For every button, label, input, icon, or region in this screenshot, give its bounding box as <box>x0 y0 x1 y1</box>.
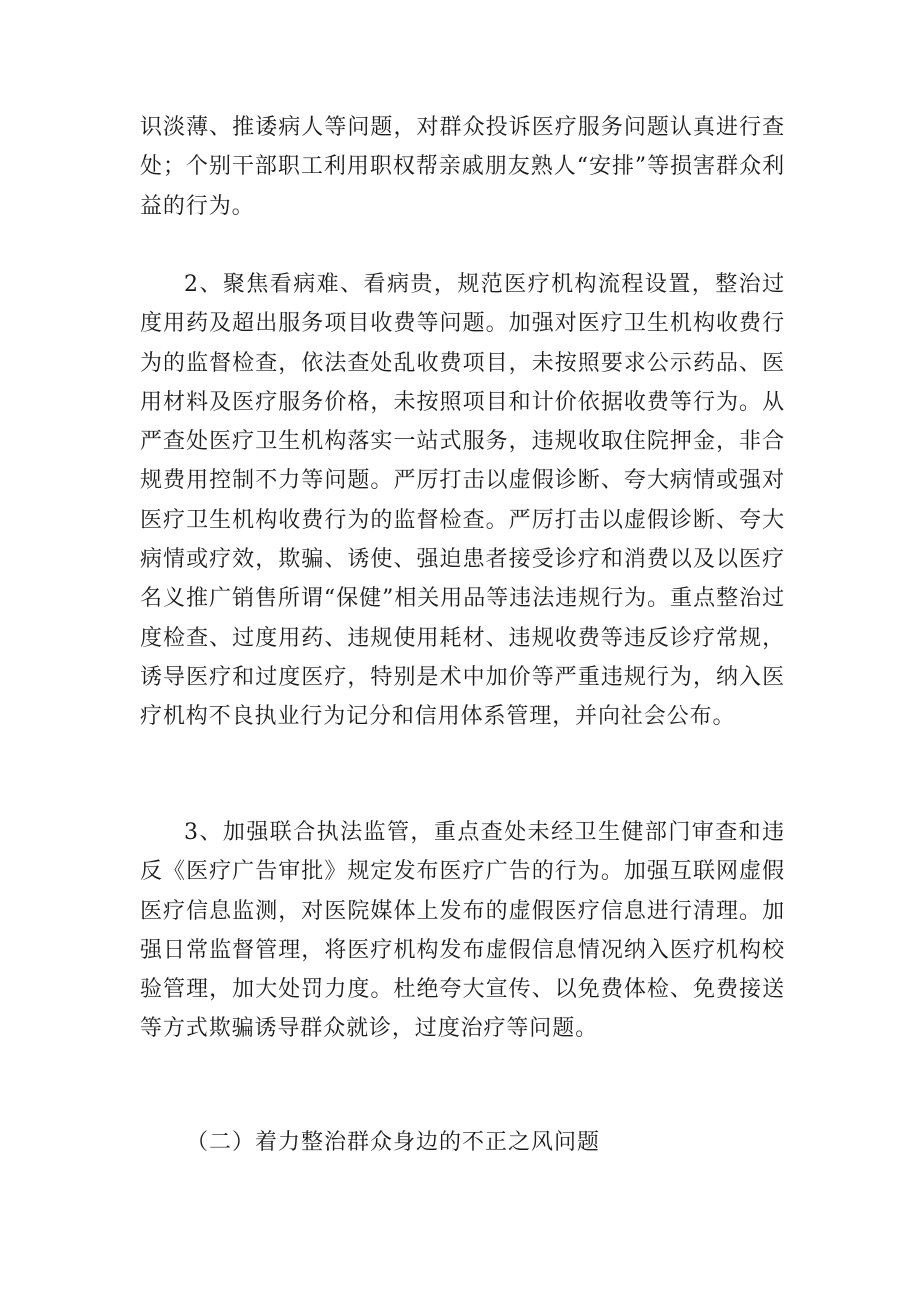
section-heading: （二）着力整治群众身边的不正之风问题 <box>186 1130 601 1155</box>
paragraph-text: 2、聚焦看病难、看病贵，规范医疗机构流程设置，整治过度用药及超出服务项目收费等问题。加强对医疗卫生机构收费行为的监督检查，依法查处乱收费项目，未按照要求公示药品、医用材料及医疗服务价格，未按照项目和计价依据收费等行为。从严查处医疗卫生机构落实一站式服务，违规收取住院押金，非合规费用控制不力等问题。严厉打击以虚假诊断、夸大病情或强对医疗卫生机构收费行为的监督检查。严厉打击以虚假诊断、夸大病情或疗效，欺骗、诱使、强迫患者接受诊疗和消费以及以医疗名义推广销售所谓“保健”相关用品等违法违规行为。重点整治过度检查、过度用药、违规使用耗材、违规收费等违反诊疗常规，诱导医疗和过度医疗，特别是术中加价等严重违规行为，纳入医疗机构不良执业行为记分和信用体系管理，并向社会公布。 <box>140 272 785 730</box>
paragraph-continuation <box>140 108 785 226</box>
paragraph-text: 3、加强联合执法监管，重点查处未经卫生健部门审查和违反《医疗广告审批》规定发布医疗广告的行为。加强互联网虚假医疗信息监测，对医院媒体上发布的虚假医疗信息进行清理。加强日常监督管理，将医疗机构发布虚假信息情况纳入医疗机构校验管理，加大处罚力度。杜绝夸大宣传、以免费体检、免费接送等方式欺骗诱导群众就诊，过度治疗等问题。 <box>140 820 785 1042</box>
paragraph-item-3 <box>140 813 785 1049</box>
paragraph-item-2 <box>140 265 785 737</box>
paragraph-text: 识淡薄、推诿病人等问题，对群众投诉医疗服务问题认真进行查处；个别干部职工利用职权帮亲戚朋友熟人“安排”等损害群众利益的行为。 <box>140 115 785 219</box>
